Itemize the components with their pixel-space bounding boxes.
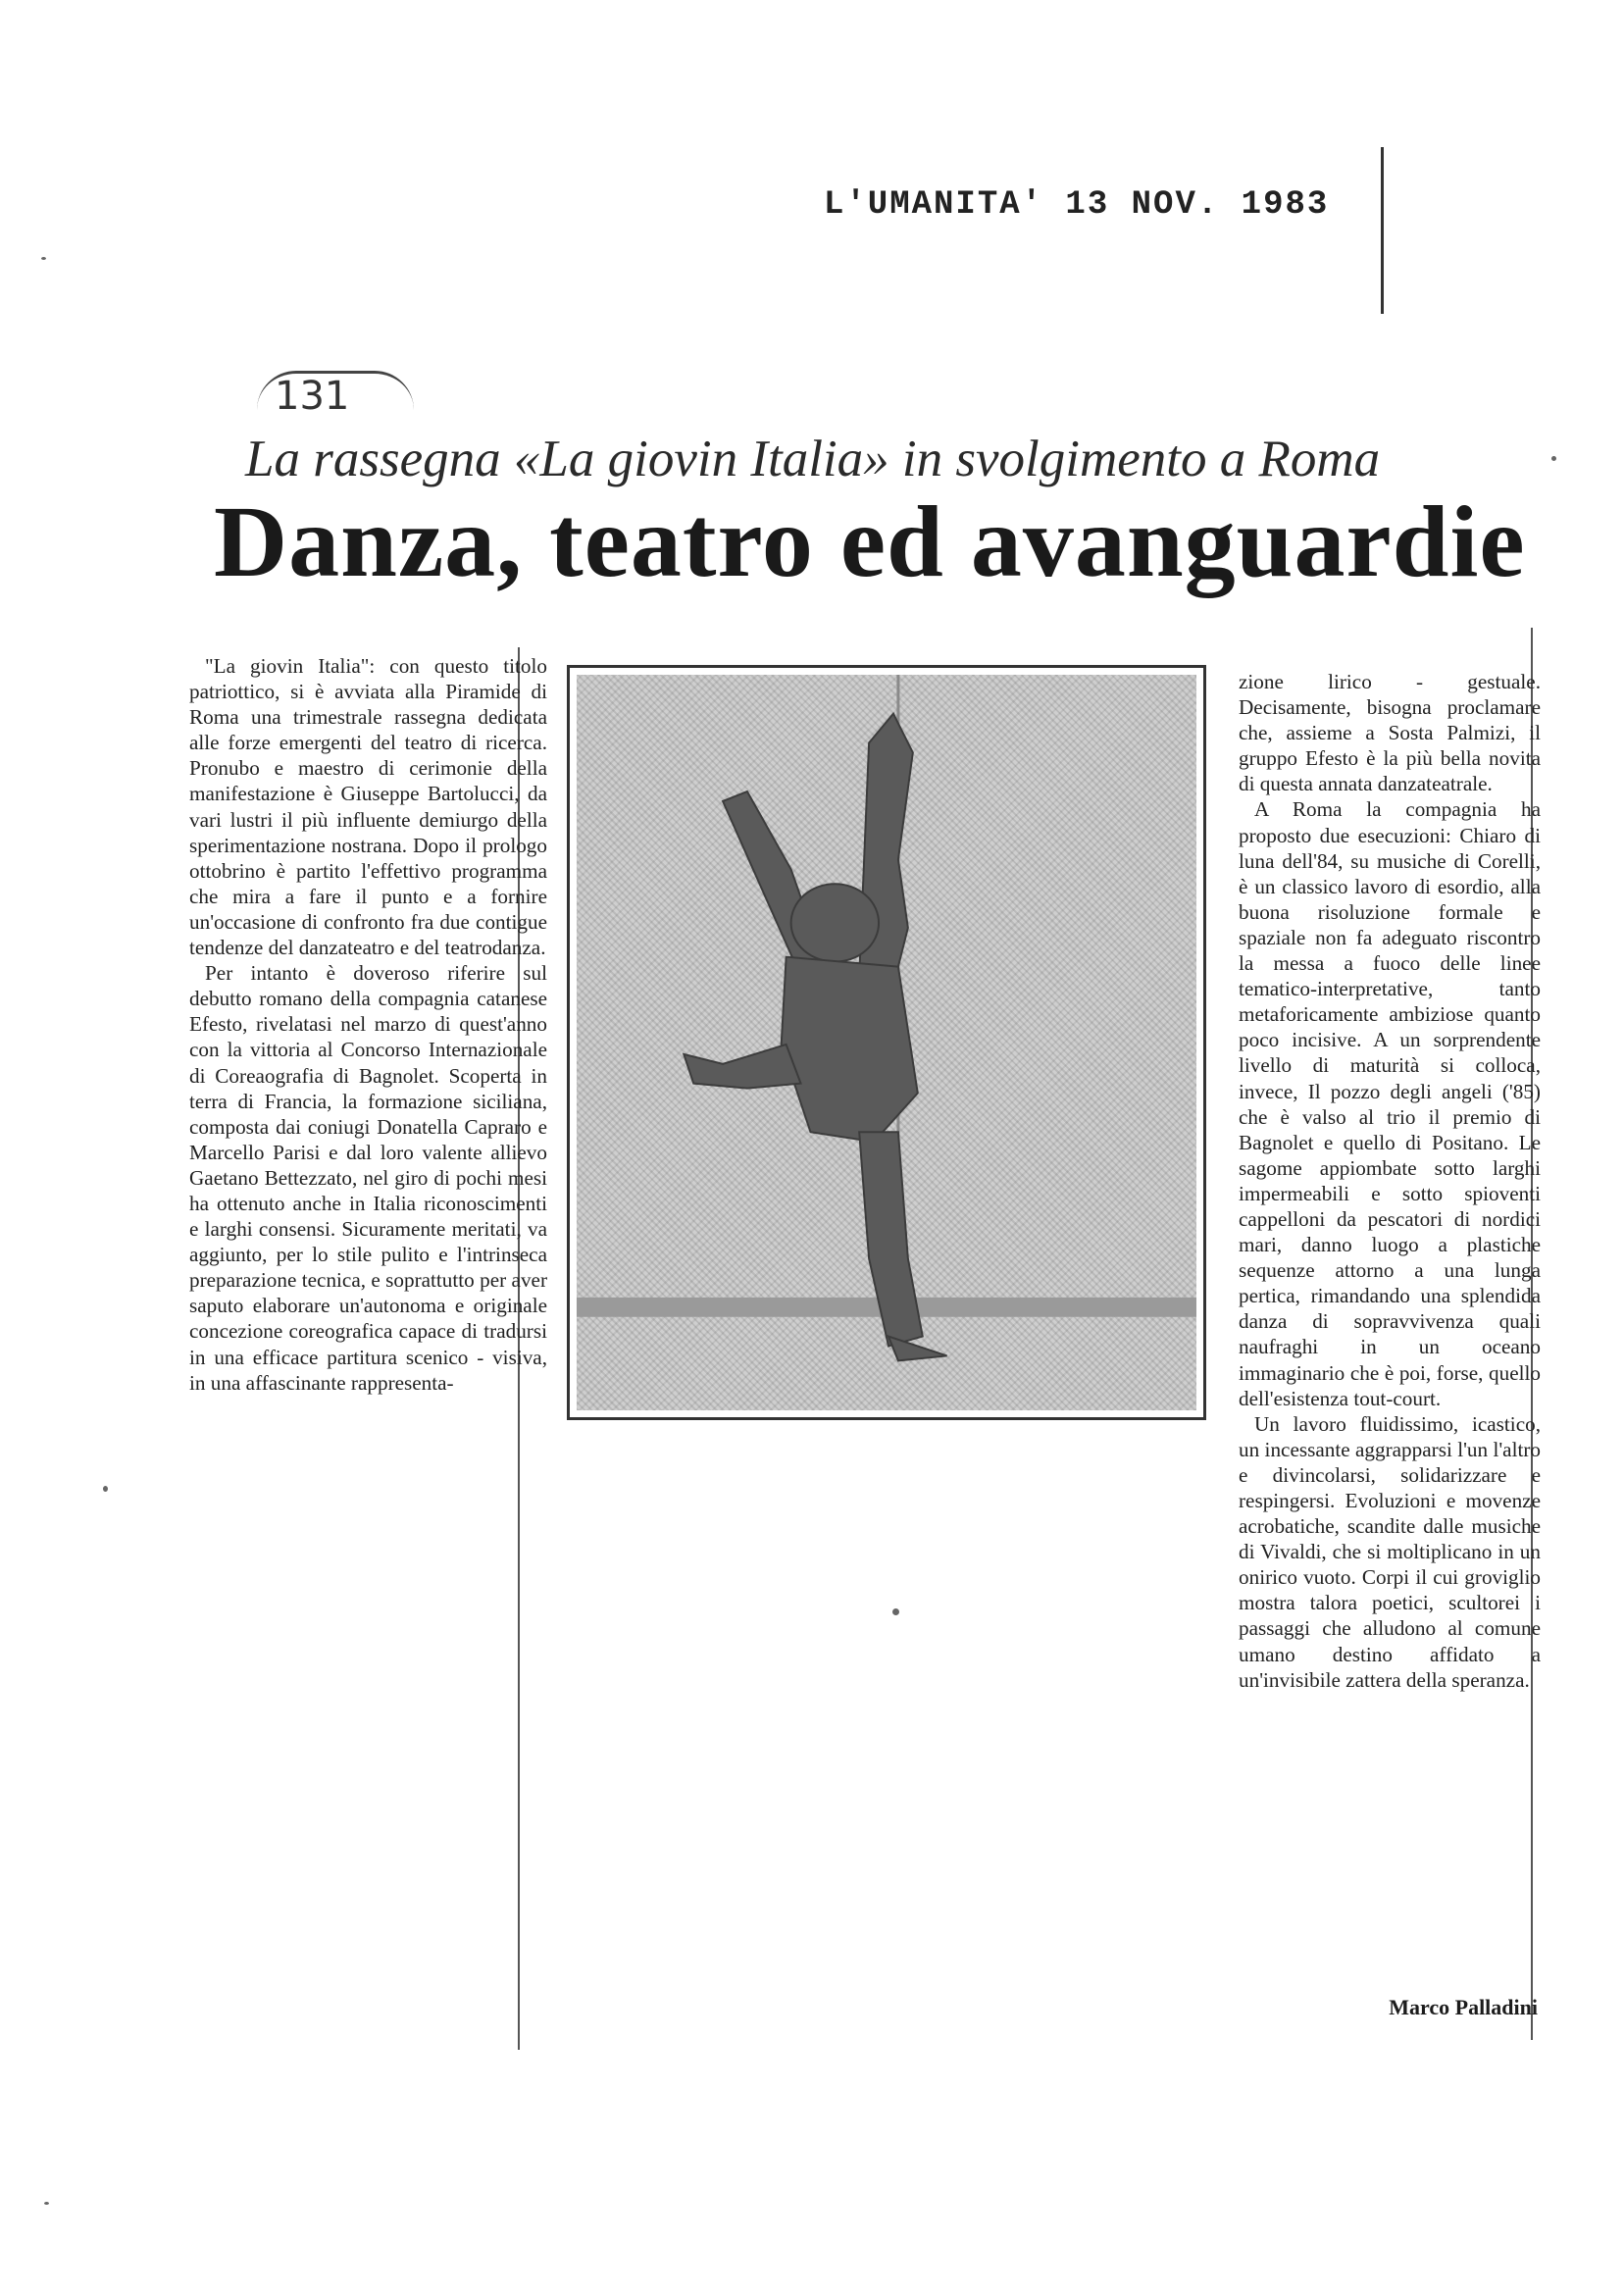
article-column-left: [189, 653, 547, 1396]
paragraph: zione lirico - gestuale. Decisamente, bisogna proclamare che, assieme a Sosta Palmizi, il gruppo Efesto è la più bella novita di questa annata danzateatrale.: [1239, 670, 1541, 796]
paragraph: Per intanto è doveroso riferire sul debutto romano della compagnia catanese Efesto, rivelatasi nel marzo di quest'anno con la vittoria al Concorso Internazionale di Coreaografia di Bagnolet. Scoperta in terra di Francia, la formazione siciliana, composta dai coniugi Donatella Capraro e Marcello Parisi e dal loro valente allievo Gaetano Bettezzato, nel giro di pochi mesi ha ottenuto anche in Italia riconoscimenti e larghi consensi. Sicuramente meritati, va aggiunto, per lo stile pulito e l'intrinseca preparazione tecnica, e soprattutto per aver saputo elaborare un'autonoma e originale concezione coreografica capace di tradursi in una efficace partitura scenico - visiva, in una affascinante rappresenta-: [189, 961, 547, 1395]
scan-speck: [103, 1486, 108, 1492]
scan-speck: [41, 257, 46, 260]
source-stamp: L'UMANITA' 13 NOV. 1983: [824, 186, 1330, 224]
byline: Marco Palladini: [1389, 1995, 1538, 2019]
scan-speck: [892, 1608, 899, 1615]
margin-rule: [1381, 147, 1384, 314]
photo-frame: [567, 665, 1206, 1420]
scan-speck: [1551, 456, 1556, 461]
archive-number: 131: [257, 371, 414, 426]
article-headline: Danza, teatro ed avanguardie: [214, 485, 1526, 598]
paragraph: A Roma la compagnia ha proposto due esecuzioni: Chiaro di luna dell'84, su musiche di Corelli, è un classico lavoro di esordio, alla buona risoluzione formale e spaziale non fa adeguato riscontro la messa a fuoco delle linee tematico-interpretative, tanto metaforicamente ambiziose quanto poco incisive. A un sorprendente livello di maturità si colloca, invece, Il pozzo degli angeli ('85) che è valso al trio il premio di Bagnolet e quello di Positano. Le sagome appiombate sotto larghi impermeabili e sotto spioventi cappelloni da pescatori di nordici mari, danno luogo a plastiche sequenze attorno a una lunga pertica, rimandando una splendida danza di sopravvivenza quali naufraghi in un oceano immaginario che è poi, forse, quello dell'esistenza tout-court.: [1239, 797, 1541, 1410]
scan-speck: [44, 2202, 49, 2205]
article-kicker: La rassegna «La giovin Italia» in svolgimento a Roma: [245, 431, 1381, 487]
article-column-right: [1239, 669, 1541, 1693]
paragraph: Un lavoro fluidissimo, icastico, un incessante aggrapparsi l'un l'altro e divincolarsi, solidarizzare e respingersi. Evoluzioni e movenze acrobatiche, scandite dalle musiche di Vivaldi, che si moltiplicano in un onirico vuoto. Corpi il cui groviglio mostra talora poetici, scultorei i passaggi che alludono al comune umano destino affidato a un'invisibile zattera della speranza.: [1239, 1411, 1541, 1692]
dancer-photo-icon: [577, 675, 1196, 1410]
paragraph: "La giovin Italia": con questo titolo patriottico, si è avviata alla Piramide di Roma una trimestrale rassegna dedicata alle forze emergenti del teatro di ricerca. Pronubo e maestro di cerimonie della manifestazione è Giuseppe Bartolucci, da vari lustri il più influente demiurgo della sperimentazione nostrana. Dopo il prologo ottobrino è partito l'effettivo programma che mira a fare il punto e a fornire un'occasione di confronto fra due contigue tendenze del danzateatro e del teatrodanza.: [189, 654, 547, 960]
